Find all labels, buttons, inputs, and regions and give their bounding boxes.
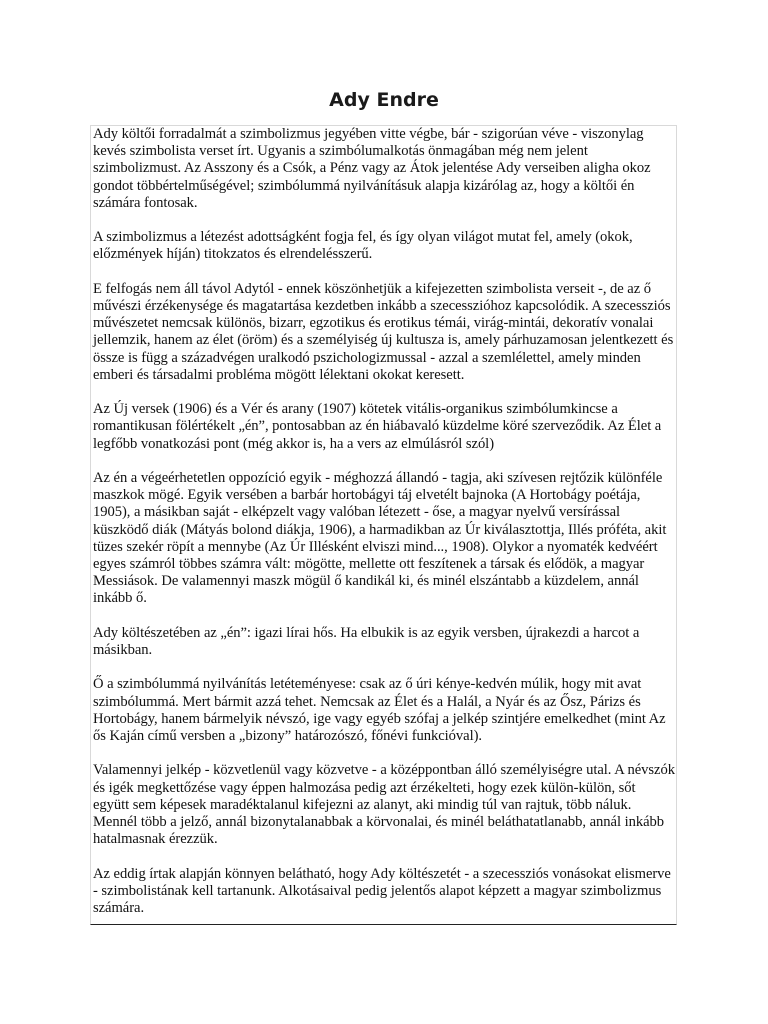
page-title: Ady Endre [329, 89, 439, 111]
paragraph-5: Az én a végeérhetetlen oppozíció egyik - méghozzá állandó - tagja, aki szívesen rejtőzik különféle maszkok mögé. Egyik versében a barbár hortobágyi táj elvetélt bajnoka (A Hortobágy poétája, 1905), a másikban saját - elképzelt vagy valóban létezett - őse, a magyar nyelvű versírással küszködő diák (Mátyás bolond diákja, 1906), a harmadikban az Úr kiválasztottja, Illés próféta, akit tüzes szekér röpít a mennybe (Az Úr Illésként elviszi mind..., 1908). Olykor a nyomaték kedvéért egyes számról többes számra vált: mögötte, mellette ott feszítenek a társak és elődök, a magyar Messiások. De valamennyi maszk mögül ő kandikál ki, és minél elszántabb a küzdelem, annál inkább ő. [93, 470, 667, 607]
paragraph-4: Az Új versek (1906) és a Vér és arany (1907) kötetek vitális-organikus szimbólumkincse a romantikusan fölértékelt „én”, pontosabban az én hiábavaló küzdelme köré szerveződik. Az Élet a legfőbb vonatkozási pont (még akkor is, ha a vers az elmúlásról szól) [93, 401, 662, 452]
text-body [90, 125, 677, 925]
paragraph-7: Ő a szimbólummá nyilvánítás letéteményese: csak az ő úri kénye-kedvén múlik, hogy mit avat szimbólummá. Mert bármit azzá tehet. Nemcsak az Élet és a Halál, a Nyár és az Ősz, Párizs és Hortobágy, hanem bármelyik névszó, ige vagy egyéb szófaj a jelkép szintjére emelkedhet (mint Az ős Kaján című versben a „bizony” határozószó, főnévi funkcióval). [93, 676, 666, 745]
paragraph-1: Ady költői forradalmát a szimbolizmus jegyében vitte végbe, bár - szigorúan véve - viszonylag kevés szimbolista verset írt. Ugyanis a szimbólumalkotás önmagában még nem jelent szimbolizmust. Az Asszony és a Csók, a Pénz vagy az Átok jelentése Ady verseiben aligha okoz gondot többértelműségével; szimbólummá nyilvánításuk alapja kizárólag az, hogy a költői én számára fontosak. [93, 126, 651, 211]
paragraph-9: Az eddig írtak alapján könnyen belátható, hogy Ady költészetét - a szecessziós vonásokat elismerve - szimbolistának kell tartanunk. Alkotásaival pedig jelentős alapot képzett a magyar szimbolizmus számára. [93, 865, 671, 917]
paragraph-2: A szimbolizmus a létezést adottságként fogja fel, és így olyan világot mutat fel, amely (okok, előzmények híján) titokzatos és elrendelésszerű. [93, 229, 633, 263]
paragraph-6: Ady költészetében az „én”: igazi lírai hős. Ha elbukik is az egyik versben, újrakezdi a harcot a másikban. [93, 624, 640, 659]
paragraph-3: E felfogás nem áll távol Adytól - ennek köszönhetjük a kifejezetten szimbolista verseit -, de az ő művészi érzékenysége és magatartása kezdetben inkább a szecesszióhoz kapcsolódik. A szecessziós művészetet nemcsak különös, bizarr, egzotikus és erotikus témái, virág-mintái, dekoratív vonalai jellemzik, hanem az élet (öröm) és a személyiség új kultusza is, amely párhuzamosan jelentkezett és össze is függ a századvégen uralkodó pszichologizmussal - azzal a szemlélettel, amely minden emberi és társadalmi probléma mögött lélektani okokat keresett. [93, 280, 674, 383]
paragraph-8: Valamennyi jelkép - közvetlenül vagy közvetve - a középpontban álló személyiségre utal. A névszók és igék megkettőzése vagy éppen halmozása pedig azt érzékelteti, hogy ezek külön-külön, sőt együtt sem képesek maradéktalanul kifejezni az alanyt, aki mindig túl van rajtuk, több náluk. Mennél több a jelző, annál bizonytalanabbak a körvonalai, és minél beláthatatlanabb, annál inkább hatalmasnak érezzük. [93, 762, 675, 848]
